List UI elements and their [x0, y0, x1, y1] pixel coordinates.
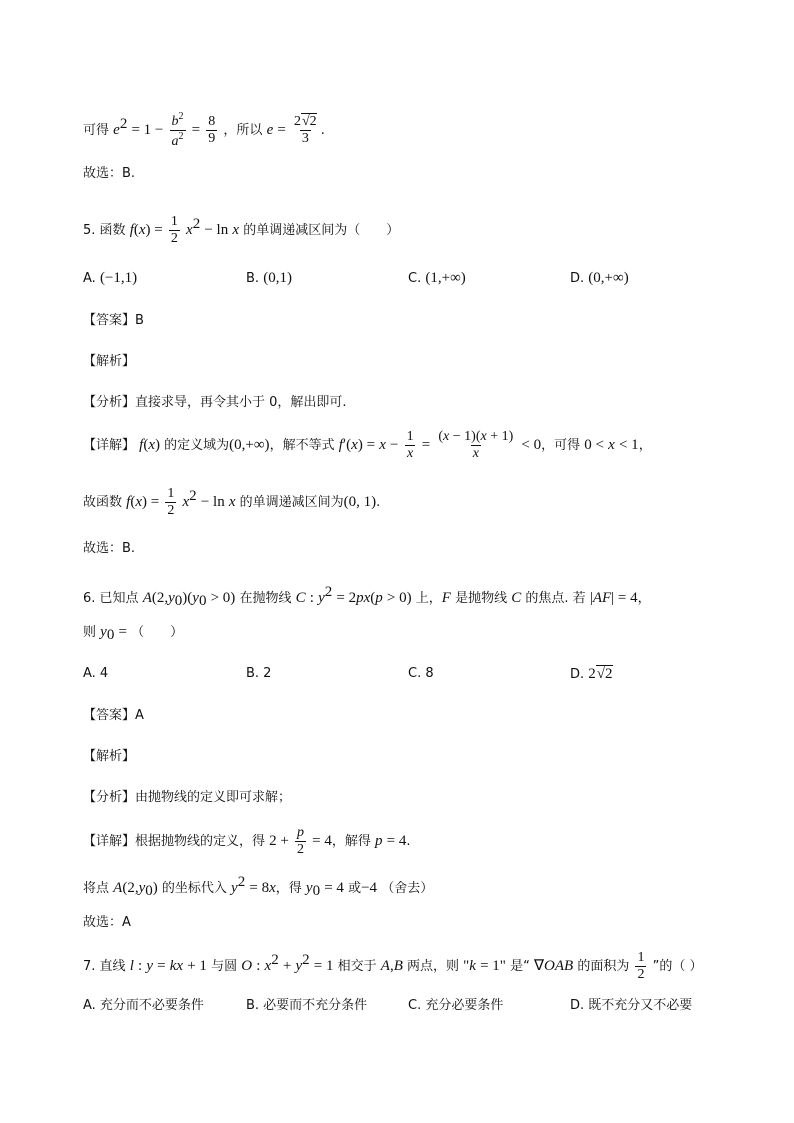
q6-end: 故选：A [83, 915, 131, 930]
question-6-options [83, 664, 723, 684]
option-d[interactable]: D. 2√2 [570, 666, 613, 682]
question-5-options [83, 268, 723, 288]
line-answer-4: 故选：B. [83, 166, 136, 181]
option-b[interactable]: B. 必要而不充分条件 [246, 998, 368, 1013]
question-7-options [83, 996, 723, 1016]
q6-answer: 【答案】A [83, 708, 144, 723]
option-c[interactable]: C. 充分必要条件 [408, 998, 504, 1013]
q5-detail-2: 故函数 f(x) = $\frac{1}{2}$ $x^2 - \ln x$ 的单调递减区间为(0, 1). [83, 486, 381, 518]
question-5: 5. 函数 f(x) = $\frac{1}{2}$ $x^2 - \ln x$ 的单调递减区间为（ ） [83, 214, 400, 246]
q6-analysis: 【分析】由抛物线的定义即可求解； [83, 790, 292, 805]
q5-detail: 【详解】 f(x) 的定义域为(0,+∞)，解不等式 f′(x) = x − $\frac{1}{x}$ = $\frac{(x - 1)(x + 1)}{x}$ < 0，可得 0 < x < 1， [83, 429, 652, 461]
question-7: 7. 直线 l : y = kx + 1 与圆 O : $x^2 + y^2 = 1$ 相交于 A,B 两点，则 "k = 1" 是“ ∇OAB 的面积为 $\frac{1}{2}$ ”的（ ） [83, 950, 703, 982]
option-d[interactable]: D. 既不充分又不必要 [570, 998, 693, 1013]
option-b[interactable]: B. (0,1) [246, 270, 292, 286]
question-6: 6. 已知点 $A(2,y_0)(y_0 > 0)$ 在抛物线 C : $y^2 = 2px(p > 0)$ 上，F 是抛物线 C 的焦点. 若 |AF| = 4， [83, 584, 651, 609]
q6-detail: 【详解】根据抛物线的定义，得 2 + $\frac{p}{2}$ = 4，解得 p = 4. [83, 825, 411, 857]
q6-analysis-heading: 【解析】 [83, 749, 136, 764]
question-6-b: 则 $y_0$ = （ ） [83, 624, 184, 643]
option-d[interactable]: D. (0,+∞) [570, 270, 629, 286]
q5-end: 故选：B. [83, 541, 136, 556]
q5-analysis-heading: 【解析】 [83, 354, 136, 369]
q6-detail-2: 将点 $A(2,y_0)$ 的坐标代入 $y^2 = 8x$，得 $y_0 = 4$ 或−4 （舍去） [83, 874, 434, 899]
q5-answer: 【答案】B [83, 313, 144, 328]
option-a[interactable]: A. 4 [83, 666, 109, 681]
option-a[interactable]: A. (−1,1) [83, 270, 138, 286]
option-a[interactable]: A. 充分而不必要条件 [83, 998, 204, 1013]
option-c[interactable]: C. 8 [408, 666, 434, 681]
line-eccentricity: 可得 $e^2 = 1$ − $\frac{b^2}{a^2}$ = $\frac{8}{9}$ ，所以 e = $\frac{2√2}{3}$ . [83, 111, 325, 149]
option-c[interactable]: C. (1,+∞) [408, 270, 466, 286]
option-b[interactable]: B. 2 [246, 666, 272, 681]
q5-analysis: 【分析】直接求导，再令其小于 0，解出即可. [83, 395, 347, 410]
